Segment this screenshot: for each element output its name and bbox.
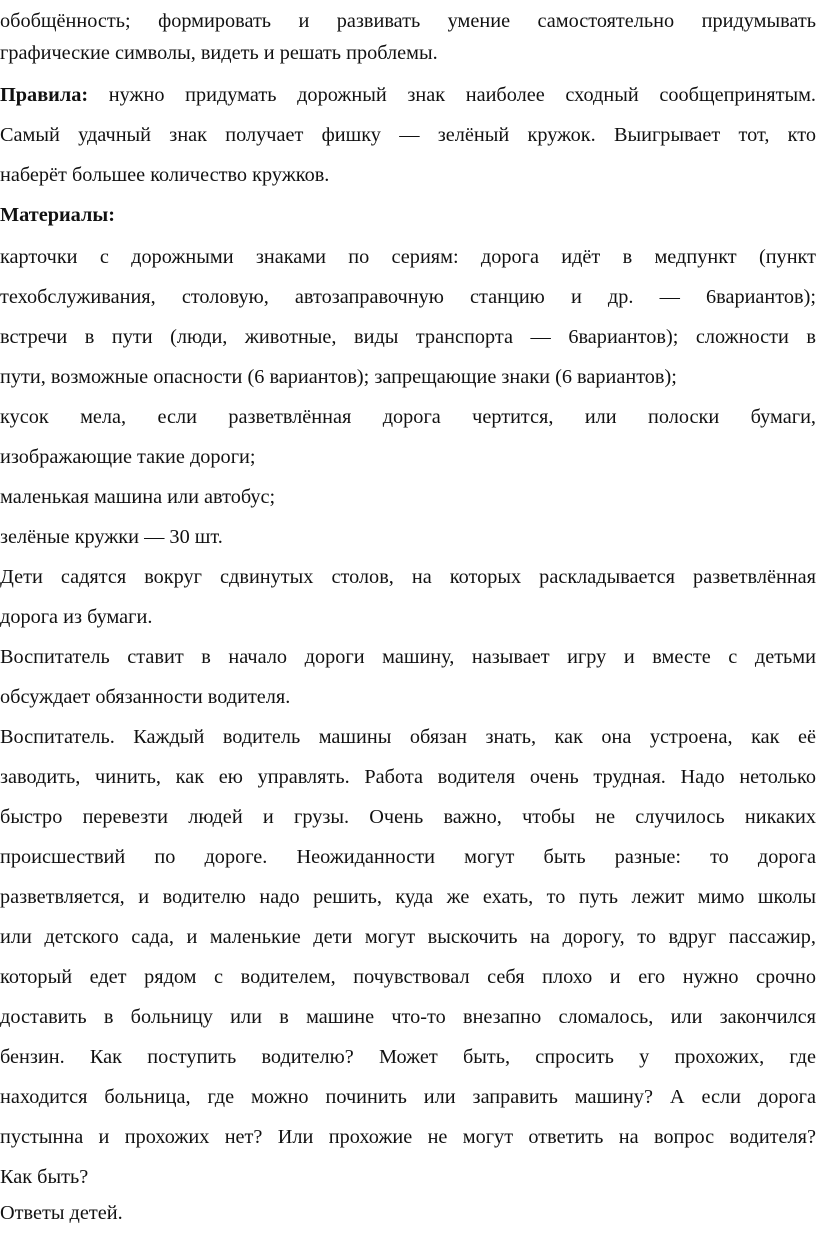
text-line: Ответы детей. (0, 1202, 123, 1224)
rules-line: Правила: нужно придумать дорожный знак наиболее сходный сообщепринятым. (0, 84, 816, 106)
text-line: обсуждает обязанности водителя. (0, 686, 291, 708)
text-line: заводить, чинить, как ею управлять. Работа водителя очень трудная. Надо нетолько (0, 766, 816, 788)
text-line: доставить в больницу или в машине что-то внезапно сломалось, или закончился (0, 1006, 816, 1028)
text-line: маленькая машина или автобус; (0, 486, 276, 508)
text-line: встречи в пути (люди, животные, виды транспорта — 6вариантов); сложности в (0, 326, 816, 348)
text-line: Дети садятся вокруг сдвинутых столов, на которых раскладывается разветвлённая (0, 566, 816, 588)
text-line: Воспитатель ставит в начало дороги машину, называет игру и вместе с детьми (0, 646, 816, 668)
materials-heading: Материалы: (0, 204, 115, 226)
text-line: Воспитатель. Каждый водитель машины обязан знать, как она устроена, как её (0, 726, 816, 748)
text-line: пустынна и прохожих нет? Или прохожие не могут ответить на вопрос водителя? (0, 1126, 816, 1148)
text-line: кусок мела, если разветвлённая дорога чертится, или полоски бумаги, (0, 406, 816, 428)
rules-heading: Правила: (0, 84, 89, 106)
text-line: наберёт большее количество кружков. (0, 164, 330, 186)
text-line: зелёные кружки — 30 шт. (0, 526, 223, 548)
text-line: обобщённость; формировать и развивать умение самостоятельно придумывать (0, 10, 816, 32)
materials-heading-line (0, 200, 816, 230)
text-line: дорога из бумаги. (0, 606, 153, 628)
text-line: графические символы, видеть и решать проблемы. (0, 42, 438, 64)
text-line: Самый удачный знак получает фишку — зелёный кружок. Выигрывает тот, кто (0, 124, 816, 146)
text-line: или детского сада, и маленькие дети могут выскочить на дорогу, то вдруг пассажир, (0, 926, 816, 948)
text-line: техобслуживания, столовую, автозаправочную станцию и др. — 6вариантов); (0, 286, 816, 308)
text-line: быстро перевезти людей и грузы. Очень важно, чтобы не случилось никаких (0, 806, 816, 828)
text-line: происшествий по дороге. Неожиданности могут быть разные: то дорога (0, 846, 816, 868)
text-line: изображающие такие дороги; (0, 446, 256, 468)
text-line: разветвляется, и водителю надо решить, куда же ехать, то путь лежит мимо школы (0, 886, 816, 908)
text-line: карточки с дорожными знаками по сериям: дорога идёт в медпункт (пункт (0, 246, 816, 268)
text-line: пути, возможные опасности (6 вариантов); запрещающие знаки (6 вариантов); (0, 366, 677, 388)
text-line: бензин. Как поступить водителю? Может быть, спросить у прохожих, где (0, 1046, 816, 1068)
text-line: находится больница, где можно починить или заправить машину? А если дорога (0, 1086, 816, 1108)
text-line: который едет рядом с водителем, почувствовал себя плохо и его нужно срочно (0, 966, 816, 988)
text-line: Как быть? (0, 1166, 89, 1188)
